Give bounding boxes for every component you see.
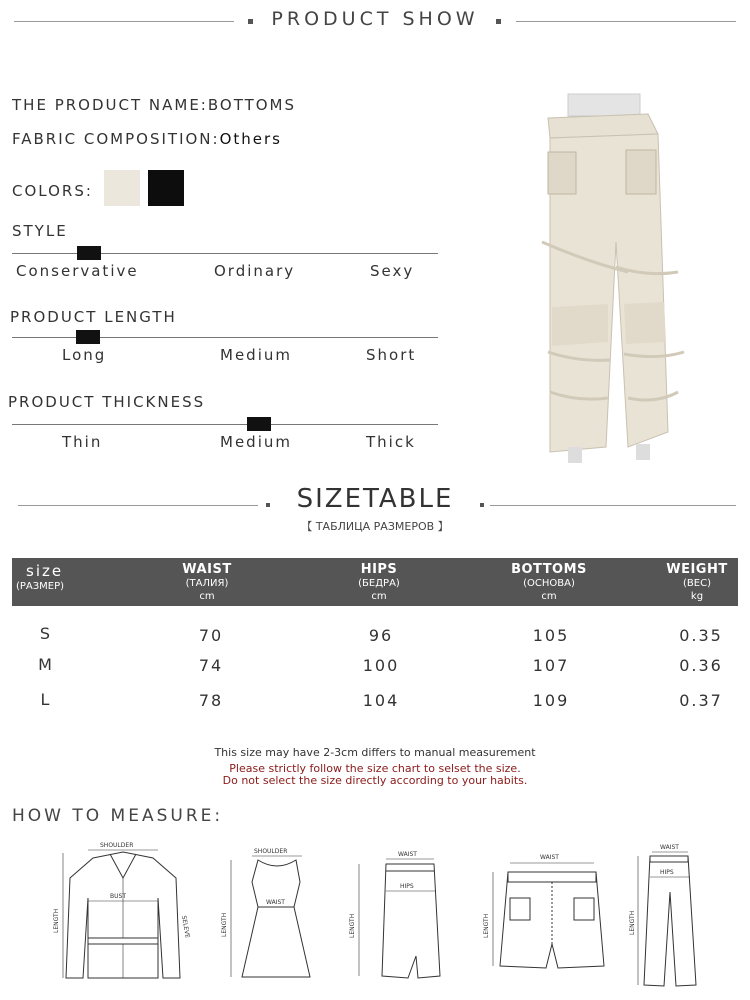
col-bottoms <box>494 562 604 603</box>
row-m-size: M <box>38 655 54 674</box>
col-hips-unit: cm <box>371 591 387 602</box>
jacket-diagram <box>48 838 198 988</box>
row-s-size: S <box>39 624 53 643</box>
shorts-length-label: LENGTH <box>483 913 490 938</box>
fabric-value: Others <box>219 130 282 148</box>
style-option-sexy: Sexy <box>370 262 415 280</box>
col-weight-sub: (ВЕС) <box>683 578 711 589</box>
style-option-conservative: Conservative <box>16 262 139 280</box>
col-bottoms-sub: (ОСНОВА) <box>523 578 575 589</box>
length-title: PRODUCT LENGTH <box>10 308 177 326</box>
row-s-bottoms: 105 <box>532 626 570 645</box>
jacket-bust-label: BUST <box>110 893 126 900</box>
jacket-sleeve-label: SELEVE <box>180 915 191 939</box>
col-waist-unit: cm <box>199 591 215 602</box>
row-l-hips: 104 <box>362 691 400 710</box>
page-title: PRODUCT SHOW <box>271 8 479 30</box>
header-dot-right <box>496 19 501 24</box>
sizetable-rule-right <box>490 505 736 506</box>
col-waist-label: WAIST <box>182 562 232 577</box>
style-title: STYLE <box>12 222 68 240</box>
col-bottoms-label: BOTTOMS <box>511 562 587 577</box>
warning-note-2: Do not select the size directly according to your habits. <box>222 774 528 787</box>
col-size-sub: (РАЗМЕР) <box>16 581 65 592</box>
sizetable-dot-right <box>480 503 484 507</box>
col-weight-unit: kg <box>690 591 704 602</box>
black-swatch[interactable] <box>148 170 184 206</box>
sizetable-subtitle: 【 ТАБЛИЦА РАЗМЕРОВ 】 <box>301 520 449 533</box>
sizetable-title: SIZETABLE <box>296 484 454 514</box>
header-rule-right <box>516 21 736 22</box>
row-m-weight: 0.36 <box>679 656 723 675</box>
row-l-bottoms: 109 <box>532 691 570 710</box>
shorts-waist-label: WAIST <box>540 854 559 861</box>
thickness-scale-line <box>12 424 438 425</box>
row-m-hips: 100 <box>362 656 400 675</box>
how-to-measure-title: HOW TO MEASURE: <box>12 806 224 826</box>
beige-swatch[interactable] <box>104 170 140 206</box>
thickness-option-thick: Thick <box>366 433 416 451</box>
row-m-bottoms: 107 <box>532 656 570 675</box>
row-l-weight: 0.37 <box>679 691 723 710</box>
pants-length-label: LENGTH <box>629 910 636 935</box>
size-table-header <box>12 558 738 606</box>
thickness-title: PRODUCT THICKNESS <box>8 393 206 411</box>
shorts-diagram <box>478 848 608 978</box>
skirt-waist-label: WAIST <box>398 851 417 858</box>
product-image <box>528 92 718 467</box>
col-size-label: size <box>26 562 64 580</box>
colors-label: COLORS: <box>12 182 93 200</box>
product-name-value: BOTTOMS <box>207 96 297 114</box>
col-size <box>16 562 76 593</box>
row-l-waist: 78 <box>198 691 224 710</box>
product-name-label: THE PRODUCT NAME: <box>12 96 208 114</box>
row-s-hips: 96 <box>368 626 394 645</box>
length-marker <box>76 330 100 344</box>
fabric-composition <box>12 130 282 148</box>
skirt-diagram <box>342 846 452 986</box>
style-marker <box>77 246 101 260</box>
col-waist <box>152 562 262 603</box>
jacket-shoulder-label: SHOULDER <box>100 842 134 849</box>
pants-diagram <box>616 840 716 990</box>
dress-diagram <box>214 842 314 987</box>
thickness-option-medium: Medium <box>220 433 292 451</box>
col-bottoms-unit: cm <box>541 591 557 602</box>
col-hips-label: HIPS <box>360 562 398 577</box>
measurement-note: This size may have 2-3cm differs to manual measurement <box>214 746 536 759</box>
col-hips <box>324 562 434 603</box>
dress-waist-label: WAIST <box>266 899 285 906</box>
fabric-label: FABRIC COMPOSITION: <box>12 130 220 148</box>
length-option-short: Short <box>366 346 417 364</box>
product-name <box>12 96 296 114</box>
length-option-long: Long <box>62 346 107 364</box>
col-hips-sub: (БЕДРА) <box>358 578 400 589</box>
pants-waist-label: WAIST <box>660 844 679 851</box>
style-option-ordinary: Ordinary <box>214 262 296 280</box>
dress-shoulder-label: SHOULDER <box>254 848 288 855</box>
skirt-hips-label: HIPS <box>400 883 414 890</box>
row-s-weight: 0.35 <box>679 626 723 645</box>
col-weight-label: WEIGHT <box>666 562 728 577</box>
col-weight <box>652 562 742 603</box>
style-scale-line <box>12 253 438 254</box>
dress-length-label: LENGTH <box>221 912 228 937</box>
row-s-waist: 70 <box>198 626 224 645</box>
pants-hips-label: HIPS <box>660 869 674 876</box>
skirt-length-label: LENGTH <box>349 913 356 938</box>
thickness-option-thin: Thin <box>62 433 103 451</box>
thickness-marker <box>247 417 271 431</box>
col-waist-sub: (ТАЛИЯ) <box>185 578 229 589</box>
length-option-medium: Medium <box>220 346 292 364</box>
jacket-length-label: LENGTH <box>53 908 60 933</box>
warning-note-1: Please strictly follow the size chart to selset the size. <box>229 762 521 775</box>
row-m-waist: 74 <box>198 656 224 675</box>
row-l-size: L <box>40 690 52 709</box>
